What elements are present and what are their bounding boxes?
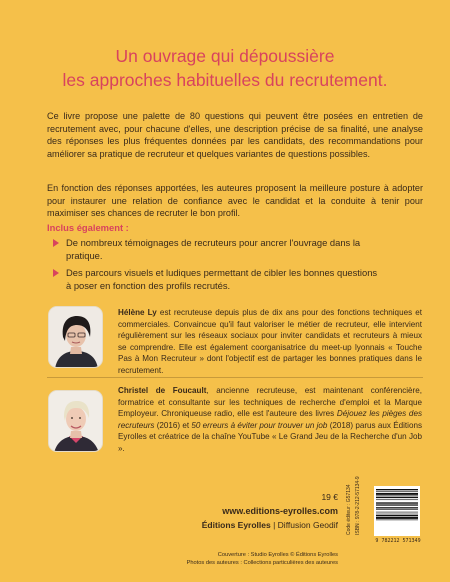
intro-paragraph-2: En fonction des réponses apportées, les auteures proposent la meilleure posture à adopter pour instaurer une relation de confiance avec le candidat et la conduite à tenir pour maximiser ses chances de recruter le bon profil. [47, 183, 423, 219]
barcode-stripe [376, 502, 418, 503]
cover-credit: Couverture : Studio Eyrolles © Éditions Eyrolles [217, 552, 338, 558]
barcode-stripe [376, 497, 418, 498]
included-item-text: De nombreux témoignages de recruteurs pour ancrer l'ouvrage dans la pratique. [66, 237, 361, 261]
author-name: Hélène Ly [118, 308, 157, 317]
book-title: 50 erreurs à éviter pour trouver un job [191, 420, 328, 430]
credits [150, 551, 338, 567]
book-title: Déjouez les pièges des recruteurs [118, 409, 422, 430]
photo-credit: Photos des auteures : Collections particulières des auteures [186, 560, 338, 566]
isbn: ISBN : 978-2-212-57134-9 [355, 476, 361, 535]
barcode-stripe [376, 499, 418, 500]
headline-line-1: Un ouvrage qui dépoussière [115, 46, 335, 66]
barcode-stripe [376, 509, 418, 510]
author-name: Christel de Foucault [118, 386, 207, 395]
triangle-bullet-icon [53, 269, 59, 277]
triangle-bullet-icon [53, 239, 59, 247]
barcode-stripe [376, 507, 418, 508]
barcode-stripe [376, 493, 418, 495]
author-photo-helene-ly [48, 306, 103, 368]
distributor-name: | Diffusion Geodif [270, 520, 338, 530]
intro-paragraph-1: Ce livre propose une palette de 80 questions qui peuvent être posées en entretien de recrutement avec, pour chacune d'elles, une description précise de sa finalité, une analyse des réponses les plus fréquentes données par les candidats, des recommandations pour améliorer sa pratique de recruteur et quelques variantes de questions possibles. [47, 111, 423, 159]
publisher-name: Éditions Eyrolles [201, 520, 271, 530]
author-bio-helene-ly [118, 307, 422, 377]
barcode-stripe [376, 514, 418, 515]
barcode-stripe [376, 517, 418, 519]
author-bio-text: , ancienne recruteuse, est maintenant conférencière, formatrice et consultante sur les techniques de recherche d'emploi et la Marque Employeur. Chroniqueuse radio, elle est l'auteure des livres [118, 386, 422, 419]
barcode-stripe [376, 505, 418, 506]
barcode-stripe [376, 520, 418, 521]
barcode-stripe [376, 489, 418, 490]
barcode-stripe [376, 503, 418, 504]
headline [20, 44, 430, 92]
author-portrait-icon [49, 307, 103, 368]
headline-line-2: les approches habituelles du recrutement. [62, 70, 388, 90]
included-item-text: Des parcours visuels et ludiques permettant de cibler les bonnes questions à poser en fonction des profils recrutés. [66, 267, 378, 291]
included-item [53, 236, 383, 262]
included-item [53, 266, 383, 292]
author-portrait-icon [49, 391, 103, 452]
publisher-line [170, 520, 338, 530]
barcode-stripe [376, 496, 418, 497]
author-bio-christel-de-foucault [118, 385, 422, 455]
author-bio-text: (2016) et [154, 420, 192, 430]
divider [47, 377, 423, 378]
author-photo-christel-de-foucault [48, 390, 103, 452]
barcode-icon [376, 488, 418, 534]
price: 19 € [321, 492, 338, 502]
author-bio-text: (2018) parus aux Éditions Eyrolles et créatrice de la chaîne YouTube « Le Grand Jeu de la Recherche d'un Job ». [118, 420, 422, 453]
barcode [374, 486, 420, 536]
barcode-stripe [376, 491, 418, 492]
barcode-stripe [376, 512, 418, 513]
code-editeur: Code éditeur : G57134 [346, 484, 352, 535]
barcode-stripe [376, 515, 418, 516]
barcode-number: 9 782212 571349 [375, 538, 421, 544]
book-codes [343, 476, 369, 535]
publisher-url[interactable]: www.editions-eyrolles.com [222, 506, 338, 516]
included-heading: Inclus également : [47, 222, 129, 233]
author-bio-text: est recruteuse depuis plus de dix ans pour des fonctions techniques et commerciales. Convaincue qu'il faut valoriser le métier de recruteur, elle intervient régulièrement sur les réseaux sociaux pour inviter candidats et recruteurs à mieux se comprendre. Elle est également coorganisatrice du meet-up lyonnais « Touche Pas à Mon Recruteur » dont l'objectif est de partager les bonnes pratiques dans le recrutement. [118, 308, 422, 375]
